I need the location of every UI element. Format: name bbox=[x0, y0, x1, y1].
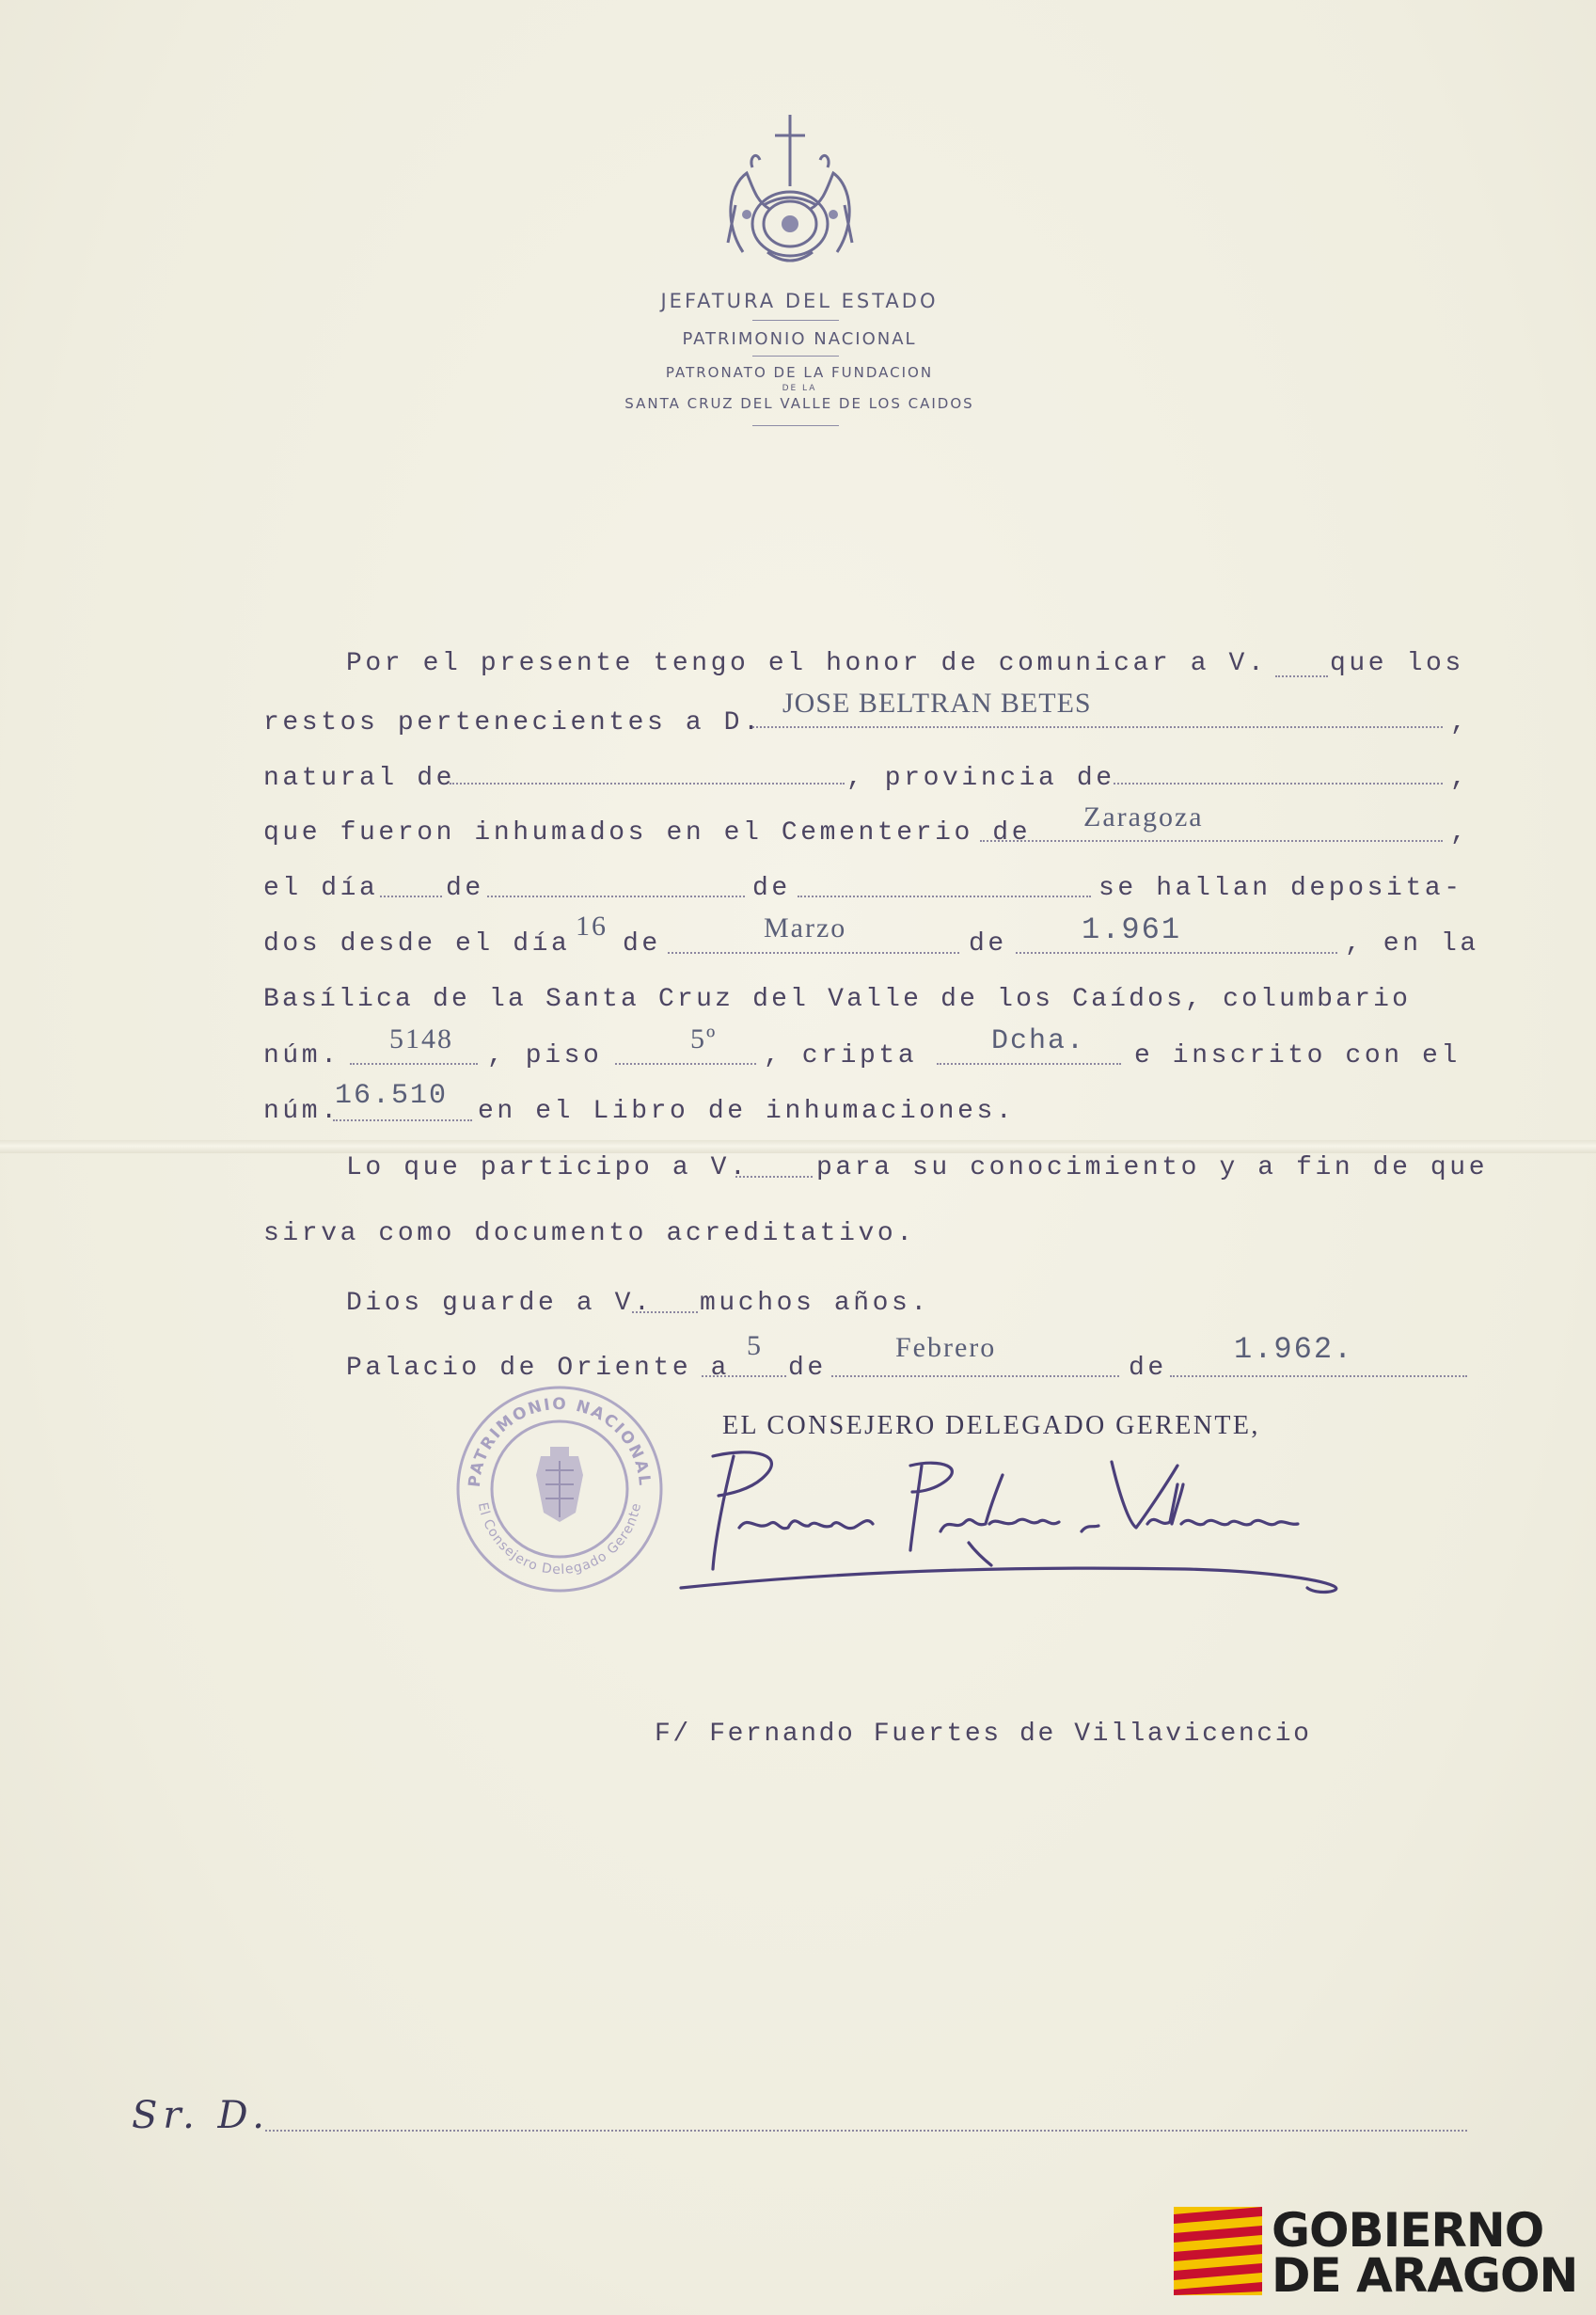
blank-burial-day bbox=[380, 896, 442, 897]
filled-register-num: 16.510 bbox=[335, 1080, 449, 1112]
blank-courtesy-3 bbox=[632, 1311, 698, 1313]
header-line-5: SANTA CRUZ DEL VALLE DE LOS CAIDOS bbox=[624, 395, 974, 412]
paper-fold-crease bbox=[0, 1140, 1596, 1153]
filled-letter-year: 1.962. bbox=[1234, 1332, 1354, 1367]
filled-deposit-day: 16 bbox=[576, 911, 608, 942]
text-line-6a: dos desde el día bbox=[263, 929, 571, 959]
text-line-2a: restos pertenecientes a D. bbox=[263, 708, 763, 737]
cross-emblem-icon bbox=[715, 111, 865, 277]
filled-name: JOSE BELTRAN BETES bbox=[782, 688, 1092, 719]
text-line-1b: que los bbox=[1330, 649, 1464, 678]
logo-text-line-1: GOBIERNO bbox=[1272, 2203, 1544, 2258]
header-rule-3 bbox=[752, 425, 839, 426]
text-line-7: Basílica de la Santa Cruz del Valle de los Caídos, columbario bbox=[263, 985, 1412, 1014]
text-line-5d: se hallan deposita- bbox=[1098, 874, 1463, 903]
text-line-13a: Palacio de Oriente a bbox=[346, 1354, 731, 1383]
text-line-8a: núm. bbox=[263, 1041, 340, 1070]
text-line-2-comma: , bbox=[1450, 708, 1470, 737]
text-line-12a: Dios guarde a V. bbox=[346, 1289, 654, 1318]
blank-register-num bbox=[333, 1119, 472, 1121]
text-line-13c: de bbox=[1129, 1354, 1167, 1383]
blank-burial-month bbox=[487, 896, 745, 897]
filled-floor: 5º bbox=[690, 1023, 718, 1054]
text-line-3a: natural de bbox=[263, 764, 456, 793]
text-line-5b: de bbox=[446, 874, 484, 903]
blank-name bbox=[752, 726, 1443, 728]
blank-addressee bbox=[265, 2130, 1467, 2132]
text-line-3-comma: , bbox=[1450, 764, 1470, 793]
filled-crypt: Dcha. bbox=[991, 1025, 1086, 1057]
text-line-8b: , piso bbox=[487, 1041, 603, 1070]
text-line-10a: Lo que participo a V. bbox=[346, 1153, 750, 1182]
blank-province bbox=[1114, 783, 1443, 785]
blank-courtesy-2 bbox=[735, 1176, 813, 1178]
header-rule-1 bbox=[752, 320, 839, 321]
blank-birthplace bbox=[450, 783, 845, 785]
logo-text-line-2: DE ARAGON bbox=[1272, 2248, 1578, 2303]
blank-floor bbox=[615, 1063, 756, 1065]
blank-cemetery bbox=[980, 840, 1443, 842]
filled-letter-month: Febrero bbox=[895, 1332, 997, 1363]
filled-deposit-year: 1.961 bbox=[1082, 912, 1182, 947]
text-line-5a: el día bbox=[263, 874, 379, 903]
blank-deposit-month bbox=[668, 952, 959, 954]
text-line-9a: núm. bbox=[263, 1097, 340, 1126]
header-line-3: PATRONATO DE LA FUNDACION bbox=[665, 364, 934, 381]
filled-letter-day: 5 bbox=[747, 1330, 763, 1361]
svg-text:El Consejero Delegado Gerente: El Consejero Delegado Gerente bbox=[474, 1500, 645, 1578]
header-line-4: DE LA bbox=[782, 384, 817, 393]
blank-letter-day bbox=[702, 1375, 786, 1377]
text-line-8c: , cripta bbox=[764, 1041, 918, 1070]
addressee-label: Sr. D. bbox=[132, 2094, 270, 2137]
filled-columbarium-num: 5148 bbox=[389, 1023, 453, 1054]
svg-text:PATRIMONIO NACIONAL: PATRIMONIO NACIONAL bbox=[465, 1394, 655, 1488]
typed-signature: F/ Fernando Fuertes de Villavicencio bbox=[655, 1720, 1312, 1749]
handwritten-signature bbox=[658, 1437, 1354, 1607]
blank-courtesy-1 bbox=[1275, 675, 1328, 677]
text-line-8d: e inscrito con el bbox=[1134, 1041, 1461, 1070]
header-line-2: PATRIMONIO NACIONAL bbox=[682, 329, 917, 349]
blank-crypt bbox=[937, 1063, 1121, 1065]
header-rule-2 bbox=[752, 356, 839, 357]
text-line-9b: en el Libro de inhumaciones. bbox=[478, 1097, 1016, 1126]
text-line-6c: de bbox=[969, 929, 1007, 959]
blank-letter-month bbox=[831, 1375, 1119, 1377]
blank-letter-year bbox=[1170, 1375, 1467, 1377]
text-line-12b: muchos años. bbox=[700, 1289, 930, 1318]
text-line-4-comma: , bbox=[1450, 818, 1470, 848]
text-line-6d: , en la bbox=[1345, 929, 1479, 959]
filled-cemetery: Zaragoza bbox=[1083, 801, 1204, 832]
text-line-11: sirva como documento acreditativo. bbox=[263, 1219, 916, 1248]
official-stamp-icon bbox=[451, 1381, 668, 1597]
blank-columbarium bbox=[350, 1063, 478, 1065]
filled-deposit-month: Marzo bbox=[764, 912, 847, 943]
text-line-13b: de bbox=[788, 1354, 827, 1383]
text-line-10b: para su conocimiento y a fin de que bbox=[816, 1153, 1489, 1182]
text-line-3b: , provincia de bbox=[846, 764, 1115, 793]
blank-burial-year bbox=[798, 896, 1091, 897]
text-line-6b: de bbox=[623, 929, 661, 959]
text-line-1a: Por el presente tengo el honor de comunicar a V. bbox=[346, 649, 1268, 678]
blank-deposit-year bbox=[1016, 952, 1337, 954]
text-line-4a: que fueron inhumados en el Cementerio de bbox=[263, 818, 1032, 848]
header-line-1: JEFATURA DEL ESTADO bbox=[660, 290, 939, 312]
gobierno-aragon-logo bbox=[1174, 2201, 1588, 2305]
aragon-flag-icon bbox=[1174, 2207, 1262, 2295]
signer-title: EL CONSEJERO DELEGADO GERENTE, bbox=[722, 1411, 1260, 1440]
text-line-5c: de bbox=[752, 874, 791, 903]
